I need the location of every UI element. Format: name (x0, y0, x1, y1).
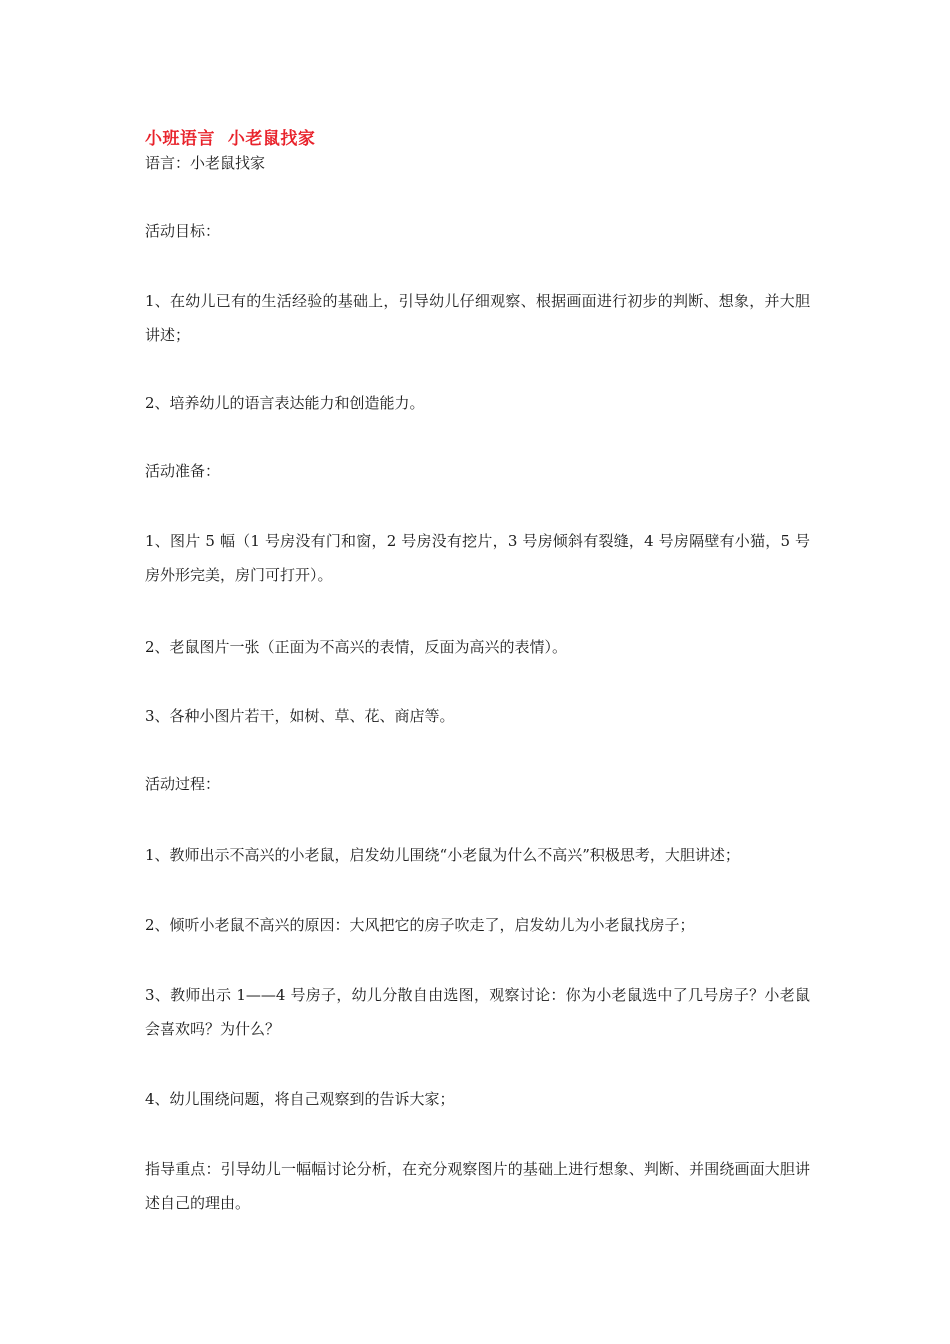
prep-item-2: 2、老鼠图片一张（正面为不高兴的表情，反面为高兴的表情）。 (145, 638, 568, 656)
guidance-paragraph: 指导重点：引导幼儿一幅幅讨论分析，在充分观察图片的基础上进行想象、判断、并围绕画面大胆讲述自己的理由。 (145, 1160, 810, 1212)
goal-item-2: 2、培养幼儿的语言表达能力和创造能力。 (145, 394, 425, 412)
process-heading: 活动过程： (145, 775, 221, 793)
prep-heading: 活动准备： (145, 462, 221, 480)
process-item-1: 1、教师出示不高兴的小老鼠，启发幼儿围绕“小老鼠为什么不高兴”积极思考，大胆讲述； (145, 846, 740, 864)
prep-item-1: 1、图片 5 幅（1 号房没有门和窗，2 号房没有挖片，3 号房倾斜有裂缝，4 号房隔壁有小猫，5 号房外形完美，房门可打开）。 (145, 532, 810, 584)
process-item-3: 3、教师出示 1——4 号房子，幼儿分散自由选图，观察讨论：你为小老鼠选中了几号房子？小老鼠会喜欢吗？为什么？ (145, 986, 810, 1038)
process-item-2: 2、倾听小老鼠不高兴的原因：大风把它的房子吹走了，启发幼儿为小老鼠找房子； (145, 916, 695, 934)
goal-item-1: 1、在幼儿已有的生活经验的基础上，引导幼儿仔细观察、根据画面进行初步的判断、想象，并大胆讲述； (145, 292, 810, 344)
process-item-4: 4、幼儿围绕问题，将自己观察到的告诉大家； (145, 1090, 455, 1108)
goals-heading: 活动目标： (145, 222, 221, 240)
document-title: 小班语言 小老鼠找家 (145, 129, 316, 149)
prep-item-3: 3、各种小图片若干，如树、草、花、商店等。 (145, 707, 455, 725)
document-subtitle: 语言：小老鼠找家 (145, 154, 266, 172)
